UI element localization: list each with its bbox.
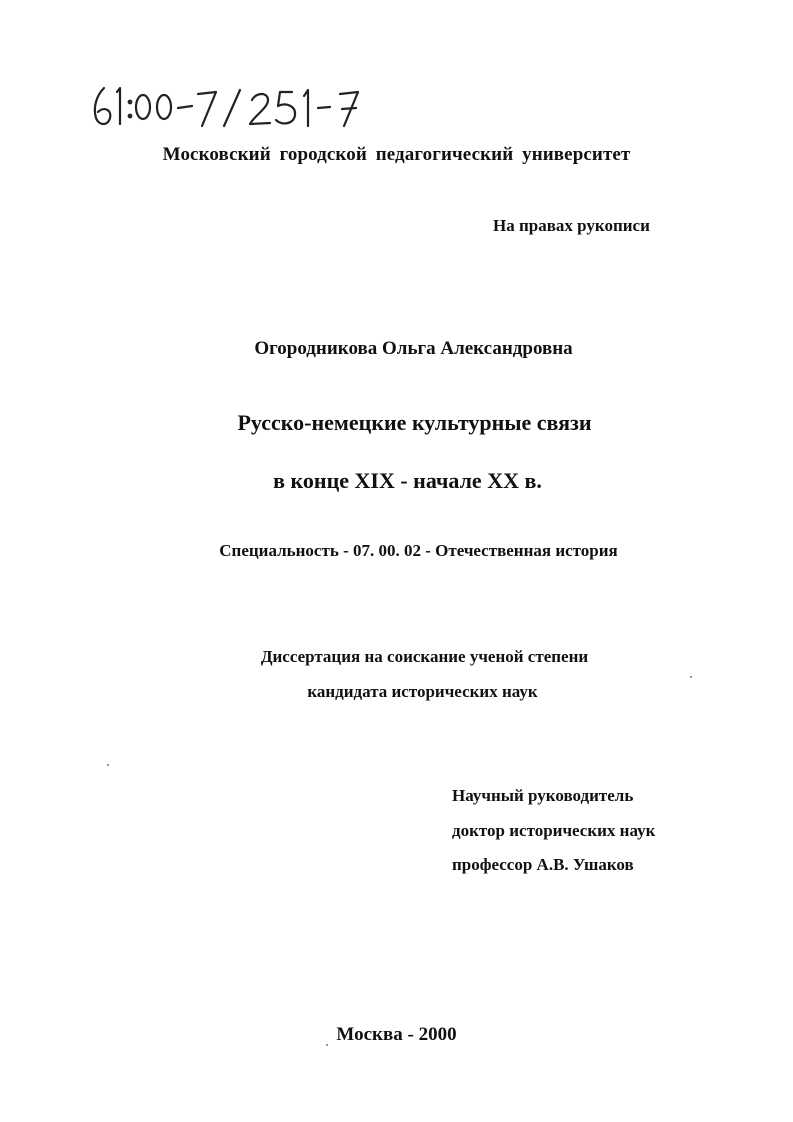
specialty: Специальность - 07. 00. 02 - Отечественная история bbox=[219, 541, 618, 560]
institution-name: Московский городской педагогический университет bbox=[162, 144, 631, 165]
supervisor-role: Научный руководитель bbox=[452, 786, 634, 805]
title-line-2: в конце XIX - начале XX в. bbox=[273, 468, 542, 493]
scan-speck bbox=[326, 1044, 328, 1046]
dissertation-line-2: кандидата исторических наук bbox=[307, 682, 538, 701]
supervisor-degree: доктор исторических наук bbox=[452, 821, 656, 840]
author-name: Огородникова Ольга Александровна bbox=[254, 338, 573, 359]
dissertation-line-1: Диссертация на соискание ученой степени bbox=[260, 647, 589, 666]
title-line-1: Русско-немецкие культурные связи bbox=[237, 410, 592, 435]
supervisor-name: профессор А.В. Ушаков bbox=[452, 855, 634, 874]
handwritten-archive-code bbox=[90, 82, 440, 132]
manuscript-rights-note: На правах рукописи bbox=[493, 216, 650, 235]
place-and-year: Москва - 2000 bbox=[336, 1024, 457, 1045]
scan-speck bbox=[690, 676, 692, 678]
scan-speck bbox=[107, 764, 109, 766]
